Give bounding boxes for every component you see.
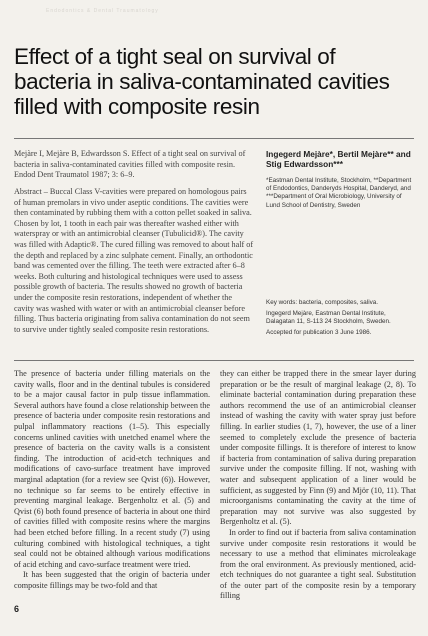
accepted-date: Accepted for publication 3 June 1986. bbox=[266, 329, 372, 336]
body-column-left bbox=[14, 369, 210, 591]
article-title: Effect of a tight seal on survival of bacteria in saliva-contaminated cavities filled with composite resin bbox=[14, 44, 390, 119]
running-header: Endodontics & Dental Traumatology bbox=[46, 8, 159, 14]
body-paragraph: The presence of bacteria under filling materials on the cavity walls, floor and in the dentinal tubules is considered to be a major causal factor in pulp tissue inflammation. Several authors have found a close relationship between the presence of bacteria under composite resin restorations and pulpal inflammatory reactions (1–5). This especially concerns unlined cavities with unetched enamel where the presence of bacteria on the cavity walls is a consistent finding. The introduction of acid-etch techniques and modifications of cavo-surface treatment have improved marginal adaptation (for a review see Qvist (6)). However, no technique so far seems to be entirely effective in preventing marginal leakage. Bergenholtz et al. (5) and Qvist (6) both found presence of bacteria in about one third of cavities filled with composite resins where the margins had been etched before filling. In a recent study (7) using culturing combined with histological techniques, a tight seal could not be obtained although various modifications of acid etching and cavo-surface treatment were tried. bbox=[14, 369, 210, 569]
title-divider bbox=[14, 138, 414, 139]
abstract-divider bbox=[14, 360, 414, 361]
affiliation: *Eastman Dental Institute, Stockholm, **Department of Endodontics, Danderyds Hospital, Danderyd, and ***Department of Oral Microbiology, University of Lund School of Dentistry, Sweden bbox=[266, 177, 412, 209]
key-words: Key words: bacteria, composites, saliva. bbox=[266, 299, 378, 306]
authors: Ingegerd Mejàre*, Bertil Mejàre** and Stig Edwardsson*** bbox=[266, 149, 411, 170]
body-column-right bbox=[220, 369, 416, 602]
abstract: Abstract – Buccal Class V-cavities were prepared on homologous pairs of human premolars in vivo under aseptic conditions. The cavities were then contaminated by rubbing them with a cotton pellet soaked in saliva. Chosen by lot, 1 tooth in each pair was thereafter washed either with waterspray or with an antimicrobial cleanser (Tubulicid®). The cavity was filled with Adaptic®. The cured filling was removed to about half of the depth and replaced by a zinc sulphate cement. Finally, an orthodontic band was cemented over the filling. The teeth were extracted after 6–8 weeks. Both culturing and histological techniques were used to assess possible growth of bacteria. The results showed no growth of bacteria under the composite resin restorations, independent of whether the cavity was washed with water or with an antimicrobial cleanser before filling. Thus bacteria originating from saliva contamination do not seem to survive under tightly sealed composite resin restorations. bbox=[14, 187, 254, 334]
body-paragraph: they can either be trapped there in the smear layer during preparation or be the result of marginal leakage (2, 8). To eliminate bacterial contamination during preparation these authors recommend the use of an antimicrobial cleanser instead of washing the cavity with water spray just before filling. In earlier studies (1, 7), however, the use of a liner seemed to completely exclude the presence of bacteria under composite fillings. It is therefore of interest to know if bacteria from contamination of saliva during preparation survive under the composite filling. If not, washing with water and subsequent application of a liner would be sufficient, as suggested by Finn (9) and Mjör (10, 11). That microorganisms contaminating the cavity at the time of preparation may not survive was also suggested by Bergenholtz et al. (5). bbox=[220, 369, 416, 527]
correspondence: Ingegerd Mejàre, Eastman Dental Institute, Dalagatan 11, S-113 24 Stockholm, Sweden. bbox=[266, 310, 391, 326]
body-paragraph: In order to find out if bacteria from saliva contamination survive under composite resin restorations it would be necessary to use a method that eliminates microleakage from the oral environment. As previously mentioned, acid-etch techniques do not guarantee a tight seal. Substitution of the outer part of the composite resin by a temporary filling bbox=[220, 527, 416, 601]
body-paragraph: It has been suggested that the origin of bacteria under composite fillings may be two-fold and that bbox=[14, 570, 210, 590]
page-number: 6 bbox=[14, 604, 20, 614]
citation: Mejàre I, Mejàre B, Edwardsson S. Effect of a tight seal on survival of bacteria in saliva-contaminated cavities filled with composite resin. Endod Dent Traumatol 1987; 3: 6–9. bbox=[14, 149, 246, 180]
